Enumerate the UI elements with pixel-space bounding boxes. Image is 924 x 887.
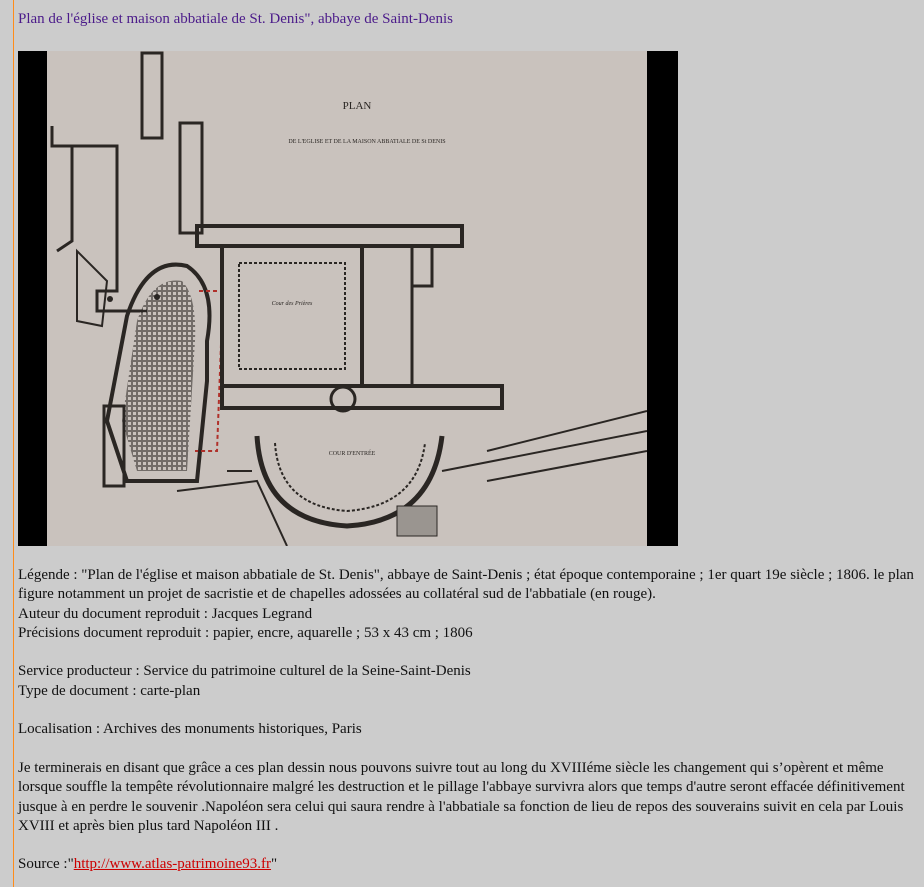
commentary-text: Je terminerais en disant que grâce a ces plan dessin nous pouvons suivre tout au long du XVIIIéme siècle les changement qui s’opèrent et même lorsque souffle la tempête révolutionnaire malgré les destruction et le pillage l'abbaye survivra alors que temps d'autre seront effacée définitivement jusque à en perdre le souvenir .Napoléon sera celui qui saura rendre à l'abbatiale sa fonction de lieu de repos des souverains suivit en cela par Louis XVIII et après bien plus tard Napoléon III . bbox=[18, 759, 905, 834]
source-prefix: Source :" bbox=[18, 856, 74, 873]
location-text: Localisation : Archives des monuments historiques, Paris bbox=[18, 721, 362, 738]
paper-background bbox=[47, 51, 647, 546]
source-suffix: " bbox=[271, 856, 278, 873]
details-text: Précisions document reproduit : papier, encre, aquarelle ; 53 x 43 cm ; 1806 bbox=[18, 624, 473, 641]
source-line bbox=[18, 855, 922, 874]
entrance-court-label: COUR D'ENTRÉE bbox=[328, 451, 376, 457]
left-border-rule bbox=[13, 0, 14, 887]
plan-heading: PLAN bbox=[342, 100, 372, 112]
producer-text: Service producteur : Service du patrimoine culturel de la Seine-Saint-Denis bbox=[18, 663, 471, 680]
floor-plan-drawing bbox=[47, 51, 647, 546]
author-text: Auteur du document reproduit : Jacques Legrand bbox=[18, 605, 313, 622]
document-type-text: Type de document : carte-plan bbox=[18, 682, 201, 699]
plan-image bbox=[18, 51, 678, 546]
cloister-label: Cour des Prières bbox=[271, 301, 313, 307]
source-link[interactable]: http://www.atlas-patrimoine93.fr bbox=[73, 856, 272, 873]
plan-subheading: DE L'EGLISE ET DE LA MAISON ABBATIALE DE St DENIS bbox=[288, 139, 446, 145]
page-title: Plan de l'église et maison abbatiale de St. Denis", abbaye de Saint-Denis bbox=[18, 11, 453, 27]
legend-text: Légende : "Plan de l'église et maison abbatiale de St. Denis", abbaye de Saint-Denis ; état époque contemporaine ; 1er quart 19e siècle ; 1806. le plan figure notamment un projet de sacristie et de chapelles adossées au collatéral sud de l'abbatiale (en rouge). bbox=[18, 567, 914, 603]
description-block bbox=[18, 566, 922, 875]
